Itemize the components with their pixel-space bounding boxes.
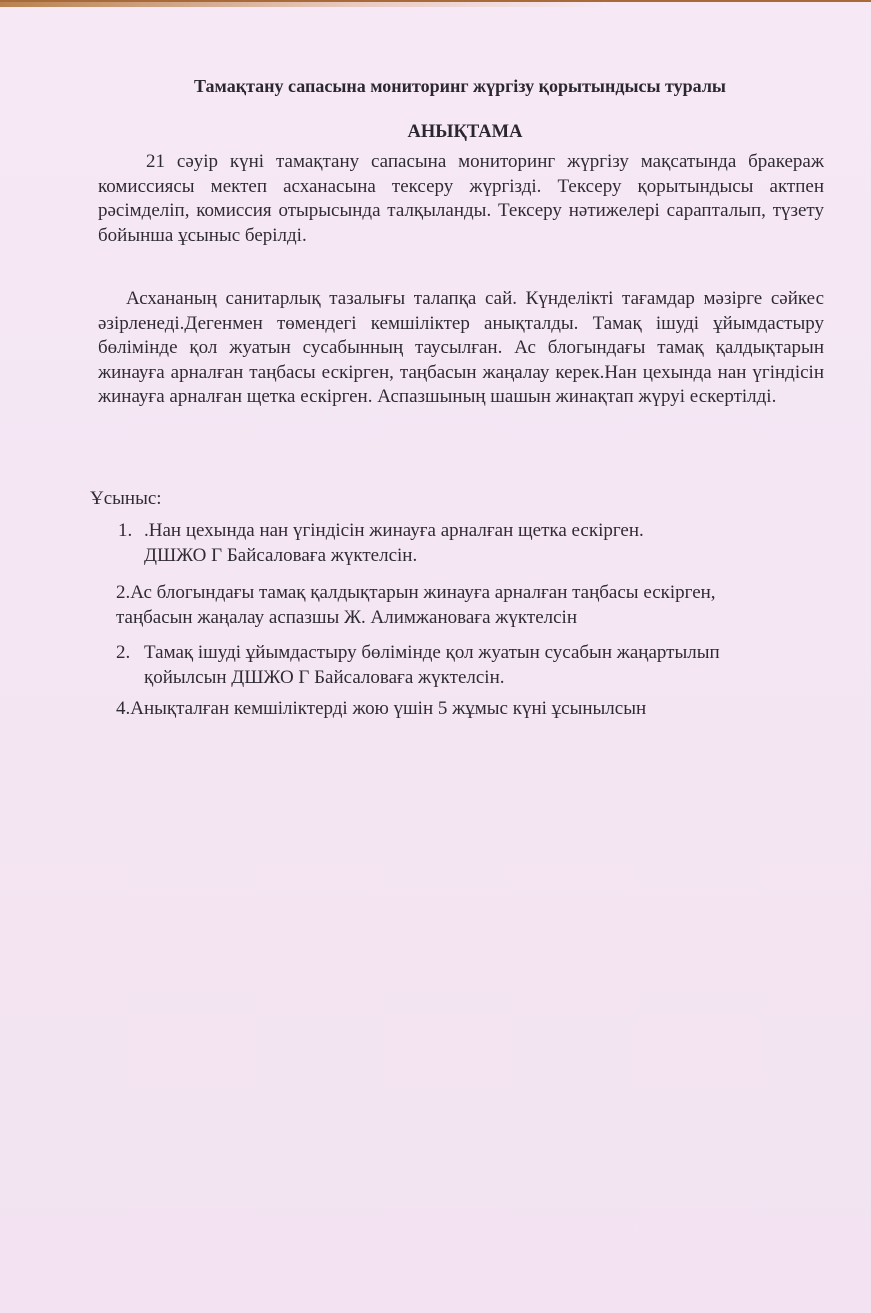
recommendation-line: қойылсын ДШЖО Г Байсаловаға жүктелсін. [144, 667, 505, 688]
paragraph-inspection: 21 сәуір күні тамақтану сапасына мониторинг жүргізу мақсатында бракераж комиссиясы мектеп асханасына тексеру жүргізді. Тексеру қорытындысы актпен рәсімделіп, комиссия отырысында талқыланды. Тексеру нәтижелері сарапталып, түзету бойынша ұсыныс берілді. [98, 151, 824, 246]
recommendation-line: .Нан цехында нан үгіндісін жинауға арналған щетка ескірген. [144, 520, 644, 541]
page-top-edge [0, 2, 871, 7]
recommendation-number: 2. [116, 582, 131, 603]
recommendation-line: ДШЖО Г Байсаловаға жүктелсін. [144, 545, 418, 566]
recommendation-line: Анықталған кемшіліктерді жою үшін 5 жұмыс күні ұсынылсын [130, 698, 647, 719]
document-page [0, 2, 871, 1313]
recommendation-item-4 [116, 696, 828, 721]
recommendation-line: таңбасын жаңалау аспазшы Ж. Алимжановаға жүктелсін [116, 607, 577, 628]
recommendation-number: 2. [116, 642, 131, 663]
recommendation-number: 1. [118, 520, 133, 541]
recommendation-line: Тамақ ішуді ұйымдастыру бөлімінде қол жуатын сусабын жаңартылып [144, 642, 720, 663]
recommendation-item-3 [116, 640, 828, 690]
recommendation-item-1 [116, 518, 828, 568]
recommendations-label: Ұсыныс: [90, 488, 162, 509]
document-title: Тамақтану сапасына мониторинг жүргізу қорытындысы туралы [194, 76, 726, 96]
recommendation-item-2 [116, 580, 828, 630]
recommendation-number: 4. [116, 698, 131, 719]
recommendation-line: Ас блогындағы тамақ қалдықтарын жинауға арналған таңбасы ескірген, [130, 582, 716, 603]
paragraph-findings: Асхананың санитарлық тазалығы талапқа сай. Күнделікті тағамдар мәзірге сәйкес әзірленеді.Дегенмен төмендегі кемшіліктер анықталды. Тамақ ішуді ұйымдастыру бөлімінде қол жуатын сусабынның таусылған. Ас блогындағы тамақ қалдықтарын жинауға арналған таңбасы ескірген, таңбасын жаңалау керек.Нан цехында нан үгіндісін жинауға арналған щетка ескірген. Аспазшының шашын жинақтап жүруі ескертілді. [98, 288, 824, 407]
document-heading: АНЫҚТАМА [407, 122, 523, 142]
